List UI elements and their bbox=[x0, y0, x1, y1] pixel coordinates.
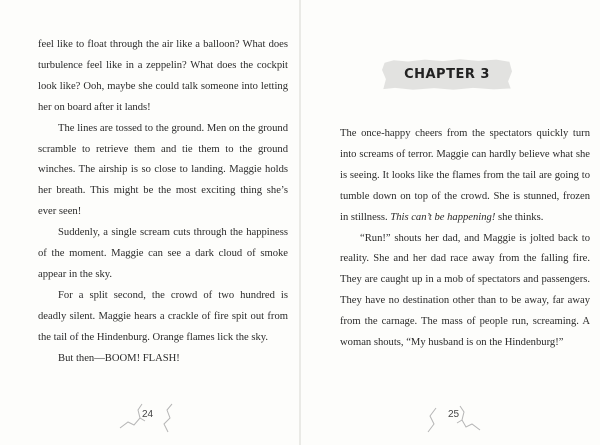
paragraph: For a split second, the crowd of two hundred is deadly silent. Maggie hears a crackle of fire spit out from the tail of the Hindenburg. Orange flames lick the sky. bbox=[38, 289, 288, 343]
page-number: 24 bbox=[142, 409, 154, 420]
chapter-title: CHAPTER 3 bbox=[404, 67, 490, 82]
page-number: 25 bbox=[448, 409, 460, 420]
paragraph bbox=[340, 124, 590, 229]
paragraph: Suddenly, a single scream cuts through the happiness of the moment. Maggie can see a dark cloud of smoke appear in the sky. bbox=[38, 227, 288, 280]
paragraph: “Run!” shouts her dad, and Maggie is jolted back to reality. She and her dad race away from the falling fire. They are caught up in a mob of spectators and passengers. They have no destination other than to be away, far away from the carnage. The mass of people run, screaming. A woman shouts, “My husband is on the Hindenburg!” bbox=[340, 232, 590, 349]
left-page-text bbox=[38, 35, 288, 370]
paragraph: But then—BOOM! FLASH! bbox=[58, 352, 180, 364]
paragraph: feel like to float through the air like a balloon? What does turbulence feel like in a zeppelin? What does the cockpit look like? Ooh, maybe she could talk someone into letting her on board after it lands! bbox=[38, 39, 288, 113]
right-page bbox=[300, 0, 600, 445]
paragraph: The lines are tossed to the ground. Men on the ground scramble to retrieve them and tie them to the ground winches. The airship is so close to landing. Maggie holds her breath. This might be the most exciting thing she’s ever seen! bbox=[38, 122, 288, 218]
italic-thought: This can’t be happening! bbox=[390, 211, 496, 223]
right-page-text bbox=[340, 124, 590, 354]
paragraph-text: she thinks. bbox=[495, 211, 544, 223]
paragraph-text: The once-happy cheers from the spectators quickly turn into screams of terror. Maggie can hardly believe what she is seeing. It looks like the flames from the tail are going to tumble down on top of the crowd. She is stunned, frozen in stillness. bbox=[340, 128, 590, 223]
